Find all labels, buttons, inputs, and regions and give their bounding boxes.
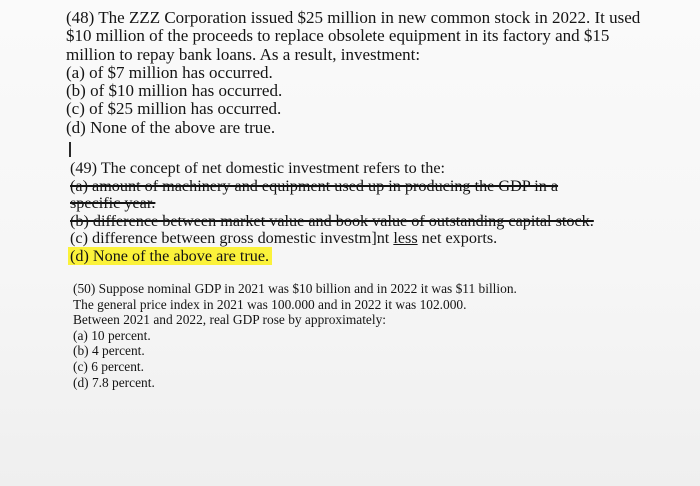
question-48-stem-line: (48) The ZZZ Corporation issued $25 million in new common stock in 2022. It used (66, 8, 641, 27)
question-50 (73, 281, 517, 390)
option-c-cursor-glyph: ] (371, 229, 377, 248)
question-48 (66, 9, 640, 137)
question-48-option-a: (a) of $7 million has occurred. (66, 62, 273, 82)
question-50-option-c: (c) 6 percent. (73, 358, 145, 374)
option-c-underlined-word: less (393, 229, 418, 248)
option-c-text-mid: nt (376, 229, 394, 248)
question-49-option-a-line-2: specific year. (70, 194, 156, 213)
question-48-stem-line: $10 million of the proceeds to replace obsolete equipment in its factory and $15 (66, 26, 610, 46)
text-cursor-mark (69, 142, 71, 157)
question-50-option-b: (b) 4 percent. (73, 343, 145, 359)
question-50-option-d: (d) 7.8 percent. (73, 374, 155, 390)
question-48-option-c: (c) of $25 million has occurred. (66, 99, 282, 119)
question-49 (70, 160, 594, 266)
question-49-option-a-line-1: (a) amount of machinery and equipment used up in producing the GDP in a (70, 176, 559, 195)
question-50-stem-line: Between 2021 and 2022, real GDP rose by approximately: (73, 312, 386, 328)
option-c-text-end: net exports. (417, 229, 498, 248)
question-50-option-a: (a) 10 percent. (73, 327, 151, 343)
question-48-option-b: (b) of $10 million has occurred. (66, 81, 283, 101)
question-49-option-b: (b) difference between market value and book value of outstanding capital stock. (70, 211, 594, 230)
question-49-option-c (70, 230, 594, 248)
option-c-text-start: (c) difference between gross domestic investm (70, 229, 372, 248)
question-48-stem-line: million to repay bank loans. As a result, investment: (66, 44, 421, 64)
question-49-option-d-line (70, 248, 594, 266)
question-50-stem-line: (50) Suppose nominal GDP in 2021 was $10 billion and in 2022 it was $11 billion. (73, 281, 517, 296)
question-48-option-d: (d) None of the above are true. (66, 117, 276, 137)
question-49-stem: (49) The concept of net domestic investment refers to the: (70, 159, 446, 177)
question-50-stem-line: The general price index in 2021 was 100.000 and in 2022 it was 102.000. (73, 296, 467, 312)
question-49-option-d-highlighted: (d) None of the above are true. (68, 247, 272, 265)
